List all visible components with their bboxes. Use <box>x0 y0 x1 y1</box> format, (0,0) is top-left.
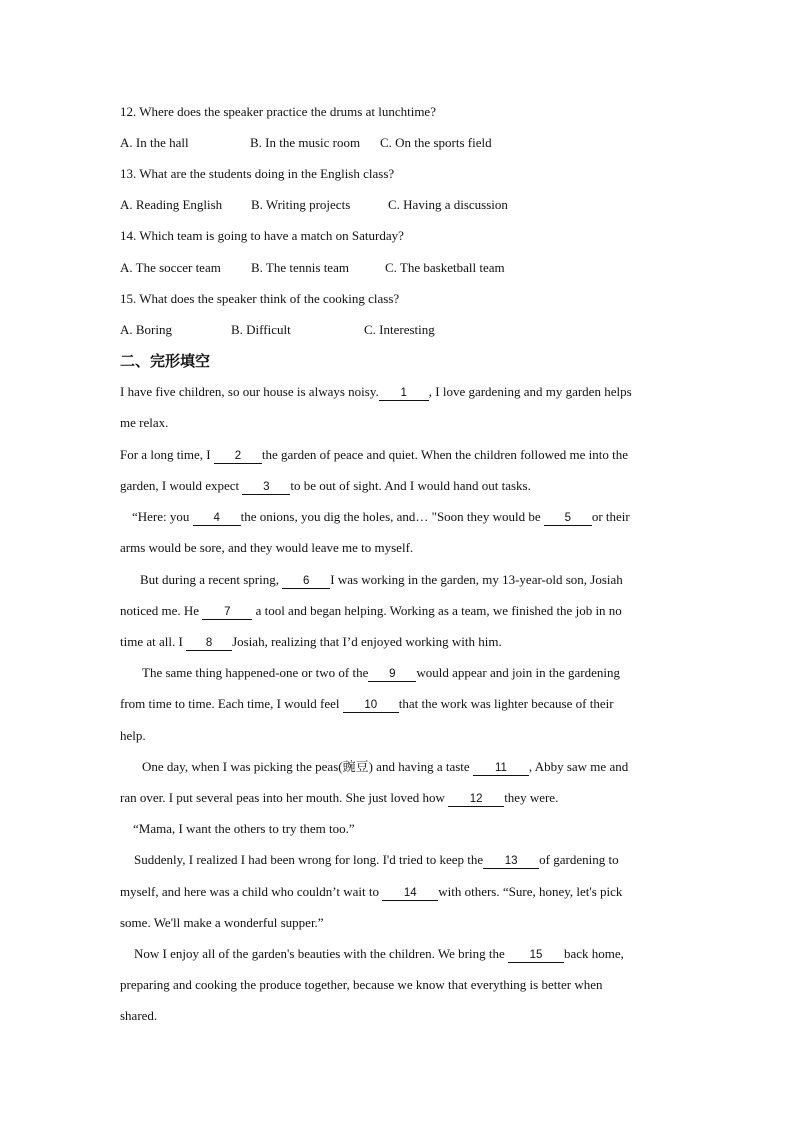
blank-14[interactable]: 14 <box>382 887 438 901</box>
option-b: B. The tennis team <box>251 260 349 275</box>
blank-11[interactable]: 11 <box>473 762 529 776</box>
blank-12[interactable]: 12 <box>448 793 504 807</box>
passage-line: myself, and here was a child who couldn’t wait to 14 with others. “Sure, honey, let's pick <box>120 884 623 899</box>
blank-1[interactable]: 1 <box>379 387 429 401</box>
question-13-options <box>120 197 680 213</box>
blank-8[interactable]: 8 <box>186 637 232 651</box>
passage-line: I have five children, so our house is always noisy. 1 , I love gardening and my garden helps <box>120 384 632 399</box>
question-12-options <box>120 135 680 151</box>
passage-line: arms would be sore, and they would leave me to myself. <box>120 540 414 555</box>
option-c: C. The basketball team <box>385 260 505 275</box>
passage-line: time at all. I 8 Josiah, realizing that I’d enjoyed working with him. <box>120 634 502 649</box>
blank-7[interactable]: 7 <box>202 606 252 620</box>
option-a: A. Boring <box>120 322 172 337</box>
passage-line: Suddenly, I realized I had been wrong for long. I'd tried to keep the 13 of gardening to <box>134 852 619 867</box>
blank-10[interactable]: 10 <box>343 699 399 713</box>
section-title: 二、完形填空 <box>120 352 211 370</box>
passage-line: “Here: you 4 the onions, you dig the holes, and… "Soon they would be 5 or their <box>132 509 630 524</box>
option-c: C. Having a discussion <box>388 197 508 212</box>
passage-line: But during a recent spring, 6 I was working in the garden, my 13-year-old son, Josiah <box>140 572 623 587</box>
passage-line: For a long time, I 2 the garden of peace and quiet. When the children followed me into the <box>120 447 629 462</box>
question-12: 12. Where does the speaker practice the drums at lunchtime? <box>120 104 436 119</box>
question-13: 13. What are the students doing in the English class? <box>120 166 395 181</box>
passage-line: ran over. I put several peas into her mouth. She just loved how 12 they were. <box>120 790 559 805</box>
passage-line: me relax. <box>120 415 169 430</box>
passage-line: noticed me. He 7 a tool and began helping. Working as a team, we finished the job in no <box>120 603 622 618</box>
passage-line: “Mama, I want the others to try them too.” <box>133 821 355 836</box>
passage-line: from time to time. Each time, I would feel 10 that the work was lighter because of their <box>120 696 614 711</box>
question-15: 15. What does the speaker think of the cooking class? <box>120 291 400 306</box>
option-a: A. In the hall <box>120 135 189 150</box>
option-c: C. On the sports field <box>380 135 492 150</box>
blank-9[interactable]: 9 <box>368 668 416 682</box>
passage-line: preparing and cooking the produce together, because we know that everything is better when <box>120 977 603 992</box>
option-a: A. The soccer team <box>120 260 221 275</box>
question-14: 14. Which team is going to have a match on Saturday? <box>120 228 404 243</box>
blank-15[interactable]: 15 <box>508 949 564 963</box>
passage-line: help. <box>120 728 146 743</box>
option-b: B. Difficult <box>231 322 291 337</box>
blank-3[interactable]: 3 <box>242 481 290 495</box>
question-15-options <box>120 322 680 338</box>
blank-6[interactable]: 6 <box>282 575 330 589</box>
option-c: C. Interesting <box>364 322 435 337</box>
option-a: A. Reading English <box>120 197 223 212</box>
option-b: B. In the music room <box>250 135 361 150</box>
blank-2[interactable]: 2 <box>214 450 262 464</box>
passage-line: The same thing happened-one or two of the 9 would appear and join in the gardening <box>142 665 620 680</box>
blank-13[interactable]: 13 <box>483 855 539 869</box>
blank-5[interactable]: 5 <box>544 512 592 526</box>
passage-line: shared. <box>120 1008 158 1023</box>
blank-4[interactable]: 4 <box>193 512 241 526</box>
passage-line: some. We'll make a wonderful supper.” <box>120 915 324 930</box>
passage-line: One day, when I was picking the peas(豌豆) and having a taste 11 , Abby saw me and <box>142 759 629 774</box>
option-b: B. Writing projects <box>251 197 351 212</box>
question-14-options <box>120 260 680 276</box>
passage-line: garden, I would expect 3 to be out of sight. And I would hand out tasks. <box>120 478 531 493</box>
passage-line: Now I enjoy all of the garden's beauties with the children. We bring the 15 back home, <box>134 946 624 961</box>
